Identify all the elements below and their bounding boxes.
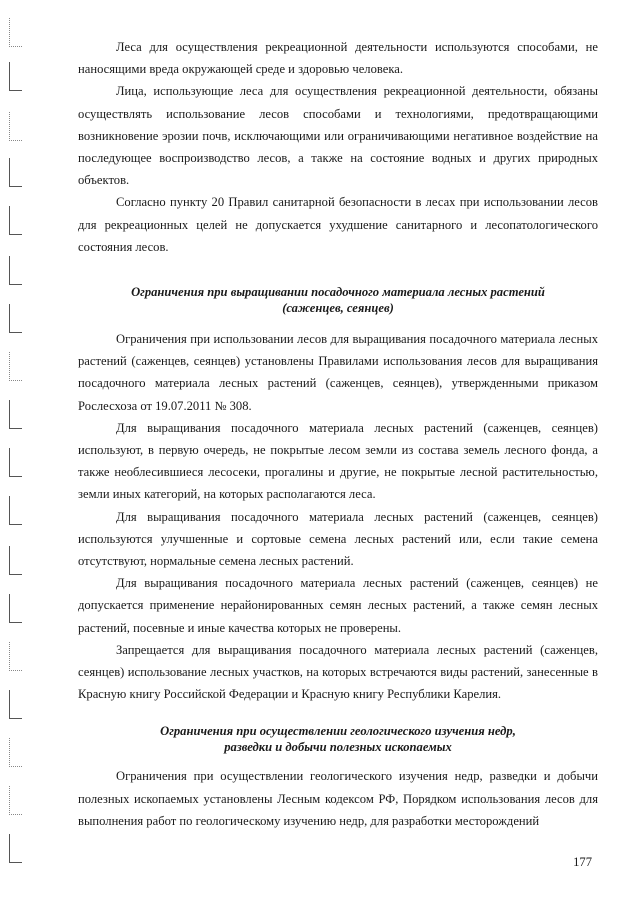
section-heading-seedlings: [78, 284, 598, 316]
page-number: 177: [573, 855, 592, 869]
page-body: [78, 36, 598, 832]
paragraph: Согласно пункту 20 Правил санитарной безопасности в лесах при использовании лесов для рекреационных целей не допускается ухудшение санитарного и лесопатологического состояния лесов.: [78, 195, 598, 254]
section-heading-line: (саженцев, сеянцев): [282, 301, 394, 316]
paragraph: Для выращивания посадочного материала лесных растений (саженцев, сеянцев) используют, в первую очередь, не покрытые лесом земли из состава земель лесного фонда, а также необлесившиеся лесосеки, прогалины и другие, не покрытые лесной растительностью, земли иных категорий, на которых располагаются леса.: [78, 420, 598, 502]
paragraph: Ограничения при использовании лесов для выращивания посадочного материала лесных растений (саженцев, сеянцев) установлены Правилами использования лесов для выращивания посадочного материала лесных растений (саженцев, сеянцев), утвержденными приказом Рослесхоза от 19.07.2011 № 308.: [78, 332, 598, 413]
binding-margin-marks: [0, 0, 24, 905]
paragraph: Для выращивания посадочного материала лесных растений (саженцев, сеянцев) используются улучшенные и сортовые семена лесных растений или, если такие семена отсутствуют, нормальные семена лесных растений.: [78, 509, 598, 569]
section-heading-geology: [78, 723, 598, 755]
paragraph: Запрещается для выращивания посадочного материала лесных растений (саженцев, сеянцев) использование лесных участков, на которых встречаются виды растений, занесенные в Красную книгу Российской Федерации и Красную книгу Республики Карелия.: [78, 642, 598, 702]
paragraph: Для выращивания посадочного материала лесных растений (саженцев, сеянцев) не допускается применение нерайонированных семян лесных растений, а также семян лесных растений, посевные и иные качества которых не проверены.: [78, 576, 598, 635]
section-heading-line: Ограничения при выращивании посадочного материала лесных растений: [131, 285, 545, 300]
section-heading-line: Ограничения при осуществлении геологического изучения недр,: [160, 724, 516, 739]
paragraph: Лица, использующие леса для осуществления рекреационной деятельности, обязаны осуществлять использование лесов способами и технологиями, предотвращающими возникновение эрозии почв, исключающими или ограничивающими негативное воздействие на последующее воспроизводство лесов, а также на состояние водных и других природных объектов.: [78, 84, 598, 188]
paragraph: Леса для осуществления рекреационной деятельности используются способами, не наносящими вреда окружающей среде и здоровью человека.: [78, 40, 598, 77]
paragraph: Ограничения при осуществлении геологического изучения недр, разведки и добычи полезных ископаемых установлены Лесным кодексом РФ, Порядком использования лесов для выполнения работ по геологическому изучению недр, для разработки месторождений: [78, 769, 598, 828]
section-heading-line: разведки и добычи полезных ископаемых: [224, 740, 452, 755]
